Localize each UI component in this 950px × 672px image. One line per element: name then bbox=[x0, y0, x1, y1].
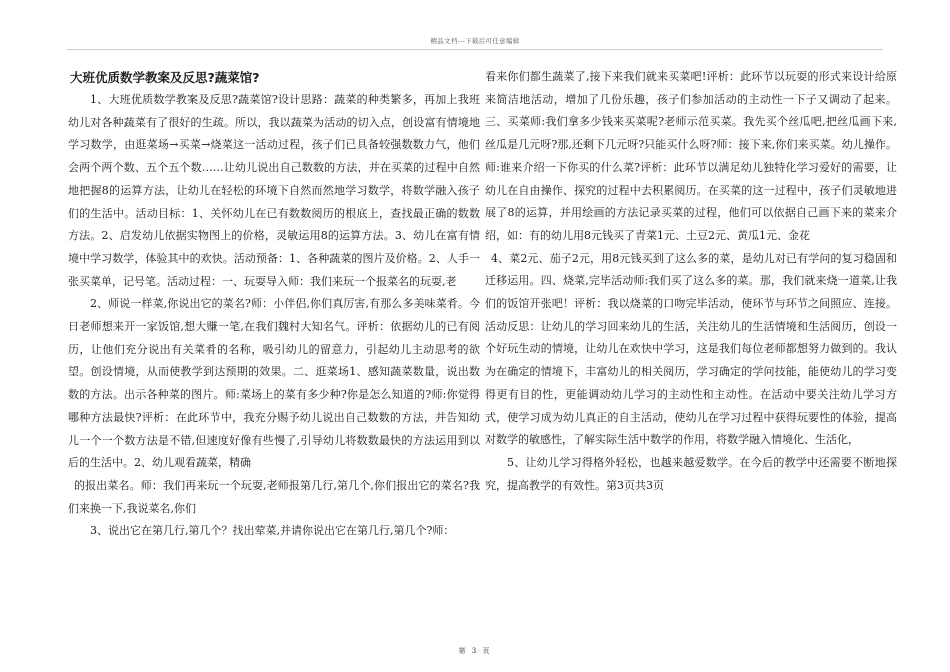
left-column bbox=[68, 66, 480, 543]
page-number: 第 3 页 bbox=[458, 647, 492, 655]
paragraph: 1、大班优质数学教案及反思?蔬菜馆?设计思路：蔬菜的种类繁多，再加上我班幼儿对各种蔬菜有了很好的生疏。所以，我以蔬菜为活动的切入点，创设富有情境地学习数学，由逛菜场→买菜→烧菜这一活动过程，孩子们已具备较强数数力气，他们会两个两个数、五个五个数……让幼儿说出自己数数的方法，并在买菜的过程中自然地把握8的运算方法，让幼儿在轻松的环境下自然而然地学习数学，将数学融入孩子们的生活中。活动目标：1、关怀幼儿在已有数数阅历的根底上，查找最正确的数数方法。2、启发幼儿依据实物图上的价格，灵敏运用8的运算方法。3、幼儿在富有情境中学习数学，体验其中的欢快。活动预备：1、各种蔬菜的图片及价格。2、人手一张买菜单，记号笔。活动过程：一、玩耍导入师：我们来玩一个报菜名的玩耍,老 bbox=[68, 93, 480, 288]
paragraph: 的报出菜名。师：我们再来玩一个玩耍,老师报第几行,第几个,你们报出它的菜名?我们来换一下,我说菜名,你们 bbox=[68, 478, 480, 515]
document-title: 大班优质数学教案及反思?蔬菜馆? bbox=[70, 70, 260, 85]
paragraph: 看来你们都生蔬菜了,接下来我们就来买菜吧!评析：此环节以玩耍的形式来设计给原来简洁地活动，增加了几份乐趣，孩子们参加活动的主动性一下子又调动了起来。三、买菜师:我们拿多少钱来买菜呢?老师示范买菜。我先买个丝瓜吧,把丝瓜画下来,丝瓜是几元呀?那,还剩下几元呀?只能买什么呀?师：接下来,你们来买菜。幼儿操作。师:谁来介绍一下你买的什么菜?评析：此环节以满足幼儿独特化学习爱好的需要，让幼儿在自由操作、探究的过程中去积累阅历。在买菜的这一过程中，孩子们灵敏地进展了8的运算，并用绘画的方法记录买菜的过程，他们可以依据自己画下来的菜来介绍，如：有的幼儿用8元钱买了青菜1元、土豆2元、黄瓜1元、金花 bbox=[485, 70, 897, 242]
paragraph: 3、说出它在第几行,第几个？找出荤菜,并请你说出它在第几行,第几个?师： bbox=[90, 524, 455, 538]
paragraph: 2、师说一样菜,你说出它的菜名?师：小伴侣,你们真厉害,有那么多美味菜肴。今日老师想来开一家饭馆,想大赚一笔,在我们魏村大知名气。评析：依据幼儿的已有阅历，让他们充分说出有关菜肴的名称，吸引幼儿的留意力，引起幼儿主动思考的欲望。创设情境，从而使教学到达预期的效果。二、逛菜场1、感知蔬菜数量，说出数数的方法。出示各种菜的图片。师:菜场上的菜有多少种?你是怎么知道的?师:你觉得哪种方法最快?评析：在此环节中，我充分赐予幼儿说出自己数数的方法，并告知幼儿一个一个数方法是不错,但速度好像有些慢了,引导幼儿将数数最快的方法运用到以后的生活中。2、幼儿观看蔬菜，精确 bbox=[68, 297, 480, 470]
paragraph: 4、菜2元、茄子2元，用8元钱买到了这么多的菜，是幼儿对已有学问的复习稳固和迁移运用。四、烧菜,完毕活动师:我们买了这么多的菜。那，我们就来烧一道菜,让我们的饭馆开张吧！评析：我以烧菜的口吻完毕活动，使环节与环节之间照应、连接。活动反思：让幼儿的学习回来幼儿的生活，关注幼儿的生活情境和生活阅历，创设一个好玩生动的情境，让幼儿在欢快中学习，这是我们每位老师都想努力做到的。我认为在确定的情境下，丰富幼儿的相关阅历，学习确定的学问技能，能使幼儿的学习变得更有目的性，更能调动幼儿学习的主动性和主动性。在活动中要关注幼儿学习方式，使学习成为幼儿真正的自主活动，使幼儿在学习过程中获得玩要性的体验，提高对数学的敏感性，了解实际生活中数学的作用，将数学融入情境化、生活化， bbox=[485, 251, 897, 447]
right-column bbox=[485, 66, 897, 497]
page-header: 精品文档---下载后可任意编辑 bbox=[430, 37, 520, 45]
header-divider bbox=[67, 49, 883, 50]
paragraph: 5、让幼儿学习得格外轻松，也越来越爱数学。在今后的教学中还需要不断地探究，提高教学的有效性。第3页共3页 bbox=[485, 455, 897, 492]
